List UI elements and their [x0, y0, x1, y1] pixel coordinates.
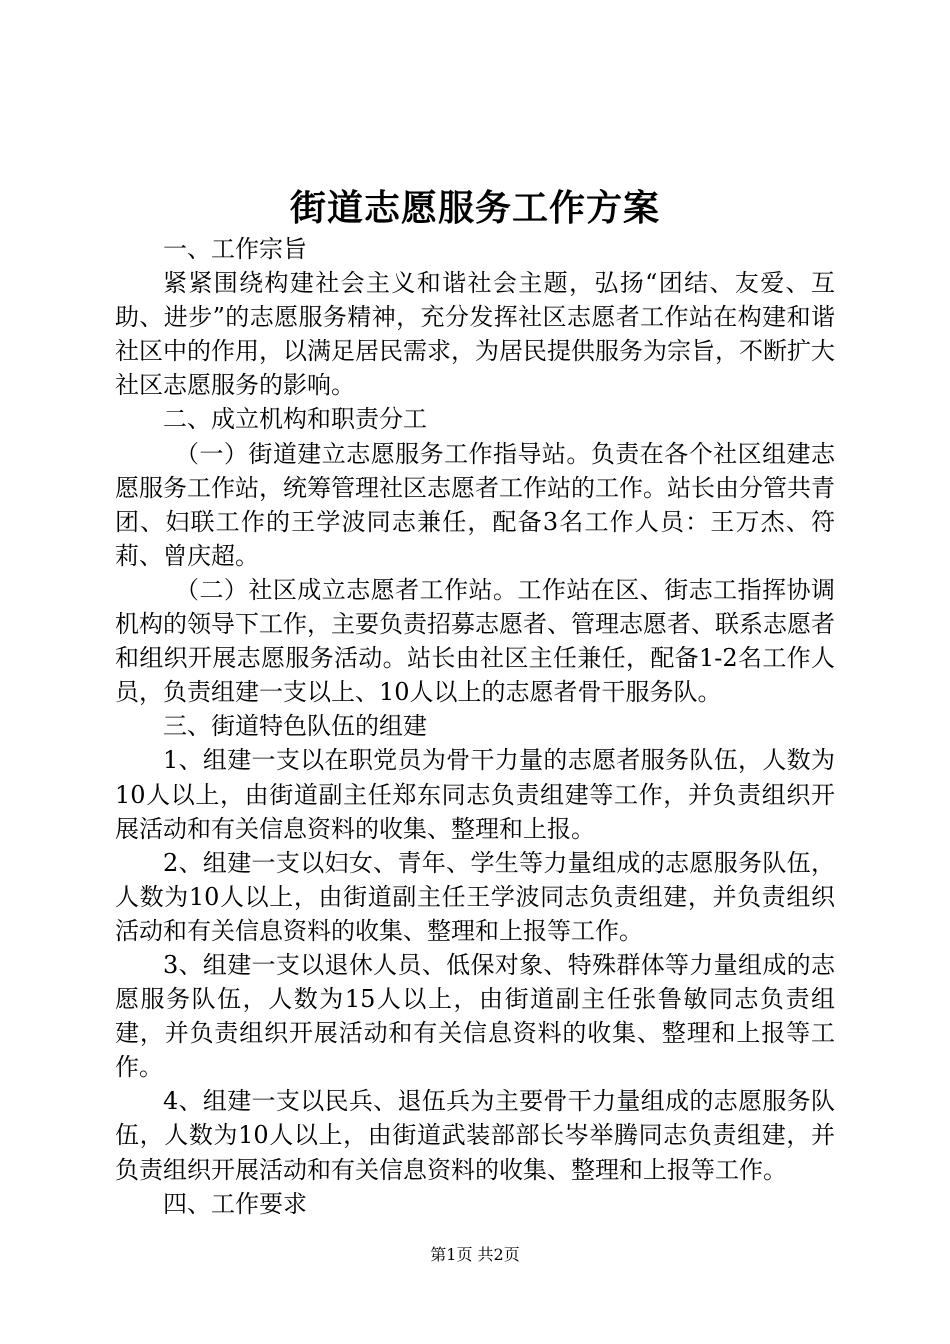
- paragraph-team-3: 3、组建一支以退休人员、低保对象、特殊群体等力量组成的志愿服务队伍，人数为15人以上，由街道副主任张鲁敏同志负责组建，并负责组织开展活动和有关信息资料的收集、整理和上报等工作。: [115, 950, 835, 1082]
- section-heading-purpose: 一、工作宗旨: [163, 235, 307, 263]
- page-footer: 第1页 共2页: [430, 1245, 520, 1264]
- paragraph-guidance-station: （一）街道建立志愿服务工作指导站。负责在各个社区组建志愿服务工作站，统筹管理社区志愿者工作站的工作。站长由分管共青团、妇联工作的王学波同志兼任，配备3名工作人员：王万杰、符莉、曾庆超。: [115, 439, 835, 570]
- document-body: [115, 232, 835, 1221]
- paragraph-purpose: 紧紧围绕构建社会主义和谐社会主题，弘扬“团结、友爱、互助、进步”的志愿服务精神，充分发挥社区志愿者工作站在构建和谐社区中的作用，以满足居民需求，为居民提供服务为宗旨，不断扩大社区志愿服务的影响。: [115, 269, 835, 400]
- section-heading-organization: 二、成立机构和职责分工: [163, 405, 427, 434]
- paragraph-team-4: 4、组建一支以民兵、退伍兵为主要骨干力量组成的志愿服务队伍，人数为10人以上，由街道武装部部长岑举腾同志负责组建，并负责组织开展活动和有关信息资料的收集、整理和上报等工作。: [115, 1087, 835, 1184]
- paragraph-team-1: 1、组建一支以在职党员为骨干力量的志愿者服务队伍，人数为10人以上，由街道副主任郑东同志负责组建等工作，并负责组织开展活动和有关信息资料的收集、整理和上报。: [115, 746, 835, 843]
- paragraph-team-2: 2、组建一支以妇女、青年、学生等力量组成的志愿服务队伍，人数为10人以上，由街道副主任王学波同志负责组建，并负责组织活动和有关信息资料的收集、整理和上报等工作。: [115, 848, 835, 945]
- paragraph-community-station: （二）社区成立志愿者工作站。工作站在区、街志工指挥协调机构的领导下工作，主要负责招募志愿者、管理志愿者、联系志愿者和组织开展志愿服务活动。站长由社区主任兼任，配备1-2名工作人员，负责组建一支以上、10人以上的志愿者骨干服务队。: [115, 575, 835, 707]
- section-heading-teams: 三、街道特色队伍的组建: [163, 712, 427, 741]
- document-title: 街道志愿服务工作方案: [289, 187, 660, 229]
- section-heading-requirements: 四、工作要求: [163, 1189, 307, 1218]
